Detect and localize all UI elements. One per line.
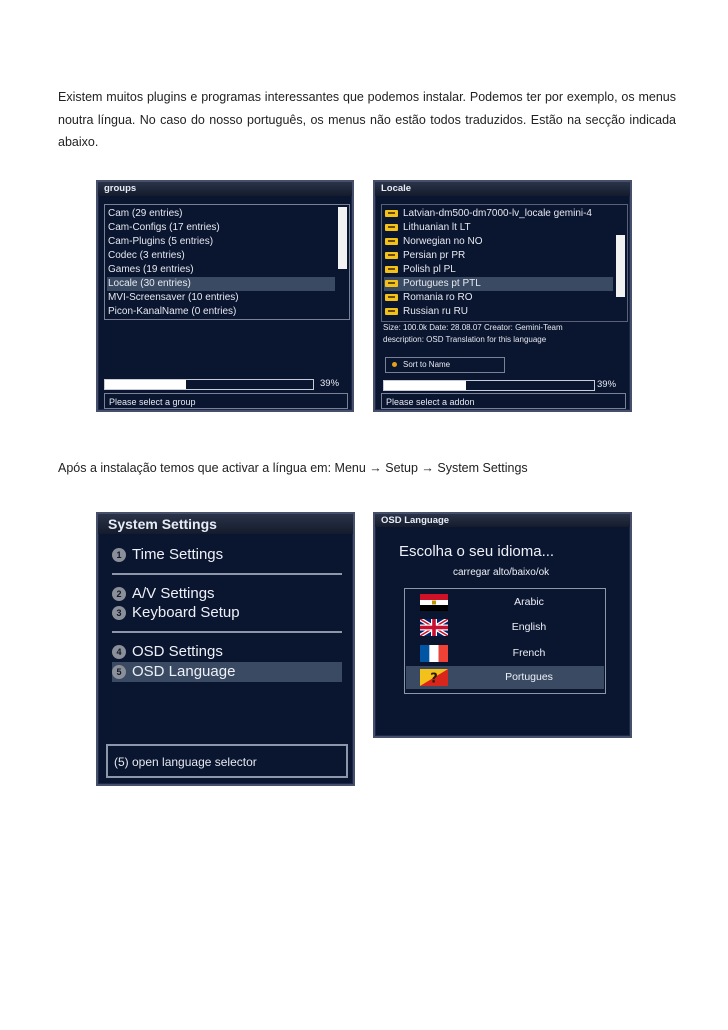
sort-button[interactable] — [385, 357, 505, 373]
menu-item-time-settings[interactable] — [112, 545, 223, 565]
list-item[interactable] — [384, 235, 613, 249]
list-item-label: Romania ro RO — [403, 292, 473, 303]
groups-list[interactable] — [104, 204, 350, 320]
svg-text:?: ? — [430, 671, 438, 686]
status-bar: Please select a addon — [381, 393, 626, 409]
menu-item-label: OSD Settings — [132, 643, 223, 660]
menu-item-keyboard-setup[interactable] — [112, 603, 240, 623]
list-item[interactable] — [384, 249, 613, 263]
sort-button-label: Sort to Name — [403, 360, 451, 369]
menu-item-label: Time Settings — [132, 546, 224, 563]
list-item[interactable] — [406, 642, 604, 665]
addon-icon — [385, 224, 398, 231]
list-item-selected[interactable] — [406, 666, 604, 689]
system-settings-title: System Settings — [98, 514, 353, 534]
list-item[interactable] — [406, 591, 604, 614]
egypt-flag-icon — [420, 594, 448, 611]
progress-bar — [104, 379, 314, 390]
system-settings-panel — [96, 512, 355, 786]
addon-icon — [385, 294, 398, 301]
addon-icon — [385, 266, 398, 273]
uk-flag-icon — [420, 619, 448, 636]
osd-language-panel — [373, 512, 632, 738]
status-bar: (5) open language selector — [106, 744, 348, 778]
status-bar: Please select a group — [104, 393, 348, 409]
addon-info-description: description: OSD Translation for this language — [383, 335, 547, 344]
list-item[interactable]: MVI-Screensaver (10 entries) — [108, 292, 239, 303]
list-item[interactable] — [384, 291, 613, 305]
menu-item-av-settings[interactable] — [112, 584, 215, 604]
list-item-label: Portugues pt PTL — [403, 278, 481, 289]
list-item-label: Polish pl PL — [403, 264, 456, 275]
list-item[interactable] — [384, 221, 613, 235]
addon-icon — [385, 210, 398, 217]
locale-panel — [373, 180, 632, 412]
osd-language-subheading: carregar alto/baixo/ok — [453, 567, 550, 578]
number-badge: 5 — [112, 665, 126, 679]
scrollbar[interactable] — [616, 235, 625, 297]
language-label: English — [511, 621, 547, 633]
menu-item-osd-language[interactable] — [112, 662, 342, 682]
list-item[interactable]: Cam-Configs (17 entries) — [108, 222, 220, 233]
addon-icon — [385, 280, 398, 287]
list-item-label: Latvian-dm500-dm7000-lv_locale gemini-4 — [403, 208, 592, 219]
list-item-label: Norwegian no NO — [403, 236, 483, 247]
progress-bar — [383, 380, 595, 391]
yellow-button-icon — [392, 362, 397, 367]
france-flag-icon — [420, 645, 448, 662]
list-item[interactable]: Cam-Plugins (5 entries) — [108, 236, 214, 247]
list-item-label: Russian ru RU — [403, 306, 469, 317]
locale-title: Locale — [375, 182, 630, 196]
number-badge: 4 — [112, 645, 126, 659]
progress-percent: 39% — [597, 379, 617, 390]
menu-item-label: OSD Language — [132, 663, 236, 680]
groups-title: groups — [98, 182, 352, 196]
list-item-selected[interactable] — [384, 277, 613, 291]
list-item-label: Lithuanian lt LT — [403, 222, 471, 233]
language-label: Arabic — [514, 596, 544, 608]
number-badge: 1 — [112, 548, 126, 562]
list-item[interactable]: Picon-KanalName (0 entries) — [108, 306, 237, 317]
menu-item-osd-settings[interactable] — [112, 642, 223, 662]
progress-fill — [105, 380, 186, 389]
list-item[interactable] — [406, 616, 604, 639]
scrollbar[interactable] — [338, 207, 347, 269]
divider — [112, 573, 342, 575]
menu-item-label: Keyboard Setup — [132, 604, 240, 621]
list-item[interactable] — [384, 305, 613, 319]
osd-language-title: OSD Language — [375, 514, 630, 527]
addon-icon — [385, 238, 398, 245]
list-item[interactable]: Games (19 entries) — [108, 264, 194, 275]
progress-fill — [384, 381, 466, 390]
unknown-flag-icon — [420, 669, 448, 686]
addon-info-size: Size: 100.0k Date: 28.08.07 Creator: Gemini-Team — [383, 323, 563, 332]
menu-item-label: A/V Settings — [132, 585, 215, 602]
number-badge: 3 — [112, 606, 126, 620]
list-item-selected[interactable]: Locale (30 entries) — [107, 277, 335, 291]
list-item[interactable]: Cam (29 entries) — [108, 208, 183, 219]
number-badge: 2 — [112, 587, 126, 601]
list-item[interactable]: Codec (3 entries) — [108, 250, 185, 261]
divider — [112, 631, 342, 633]
groups-panel — [96, 180, 354, 412]
osd-language-heading: Escolha o seu idioma... — [399, 543, 555, 560]
list-item[interactable] — [384, 263, 613, 277]
install-paragraph: Após a instalação temos que activar a língua em: Menu → Setup → System Settings — [58, 461, 528, 475]
list-item-label: Persian pr PR — [403, 250, 466, 261]
language-label: French — [512, 647, 546, 659]
progress-percent: 39% — [320, 378, 340, 389]
language-list[interactable] — [404, 588, 606, 694]
language-label: Portugues — [505, 671, 553, 683]
intro-paragraph: Existem muitos plugins e programas interessantes que podemos instalar. Podemos ter por exemplo, os menus noutra língua. No caso do nosso português, os menus não estão todos traduzidos. Estão na secção indicada abaixo. — [58, 90, 676, 149]
addon-icon — [385, 308, 398, 315]
addon-icon — [385, 252, 398, 259]
list-item[interactable] — [384, 207, 613, 221]
locale-list[interactable] — [381, 204, 628, 322]
